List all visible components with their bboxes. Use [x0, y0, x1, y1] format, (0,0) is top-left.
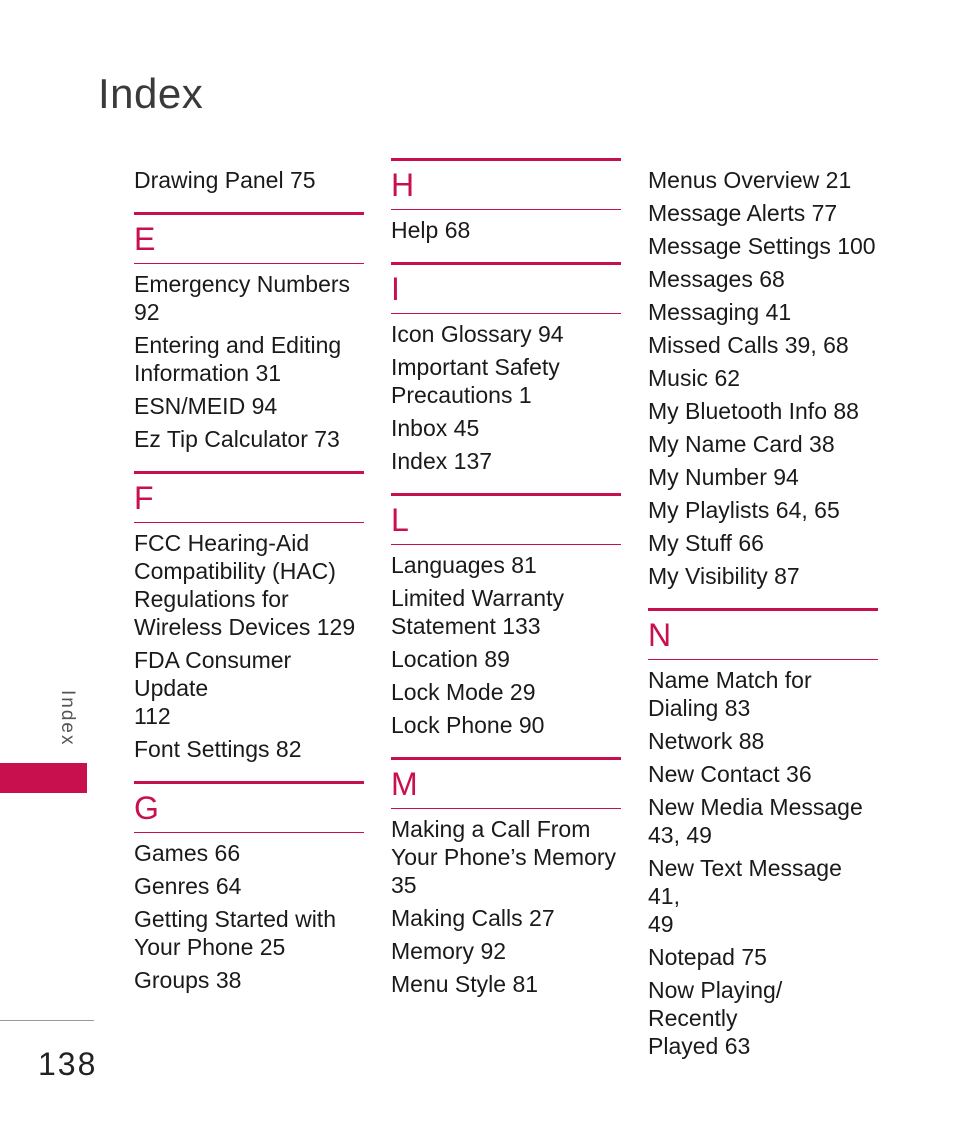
index-entry: Genres 64: [134, 873, 242, 899]
index-section: [134, 471, 364, 763]
index-section: [648, 166, 878, 590]
section-letter-block: [391, 757, 621, 809]
index-entry: Messages 68: [648, 266, 785, 292]
index-entry: Games 66: [134, 840, 241, 866]
index-entry: Emergency Numbers 92: [134, 271, 351, 325]
index-entry: Messaging 41: [648, 299, 792, 325]
index-entry: Help 68: [391, 217, 471, 243]
index-entry: My Stuff 66: [648, 530, 764, 556]
index-entry: Network 88: [648, 728, 765, 754]
index-entry: New Media Message 43, 49: [648, 794, 863, 848]
index-entry: My Name Card 38: [648, 431, 835, 457]
section-letter: I: [391, 271, 400, 307]
index-entry: Notepad 75: [648, 944, 767, 970]
index-entry: Lock Phone 90: [391, 712, 545, 738]
index-entry: Index 137: [391, 448, 493, 474]
index-entry: Location 89: [391, 646, 510, 672]
index-entry: Memory 92: [391, 938, 507, 964]
index-entry: My Visibility 87: [648, 563, 800, 589]
index-section: [391, 262, 621, 475]
index-section: [391, 493, 621, 739]
index-entry: FCC Hearing-Aid Compatibility (HAC) Regulations for Wireless Devices 129: [134, 530, 356, 640]
section-letter: G: [134, 790, 159, 826]
index-entry: Ez Tip Calculator 73: [134, 426, 340, 452]
index-entry: Making Calls 27: [391, 905, 555, 931]
section-letter: M: [391, 766, 418, 802]
index-entry: Now Playing/ Recently Played 63: [648, 977, 783, 1059]
index-section: [134, 781, 364, 994]
section-letter: H: [391, 167, 415, 203]
section-letter-block: [134, 212, 364, 264]
index-entry: Languages 81: [391, 552, 537, 578]
index-entry: Lock Mode 29: [391, 679, 536, 705]
index-entry: Message Alerts 77: [648, 200, 838, 226]
section-letter: E: [134, 221, 156, 257]
index-entry: ESN/MEID 94: [134, 393, 278, 419]
index-section: [648, 608, 878, 1060]
section-letter-block: [648, 608, 878, 660]
index-section: [391, 757, 621, 998]
page-number: 138: [38, 1046, 98, 1082]
index-entry: Inbox 45: [391, 415, 480, 441]
section-letter: F: [134, 480, 154, 516]
side-index-label: Index: [57, 690, 78, 747]
section-letter-block: [391, 493, 621, 545]
index-column-3: [648, 158, 878, 1065]
index-entry: New Text Message 41, 49: [648, 855, 842, 937]
index-entry: Menu Style 81: [391, 971, 539, 997]
section-letter: L: [391, 502, 409, 538]
section-letter-block: [134, 471, 364, 523]
section-letter-block: [134, 781, 364, 833]
index-entry: My Playlists 64, 65: [648, 497, 840, 523]
index-entry: Making a Call From Your Phone’s Memory 35: [391, 816, 617, 898]
index-entry: Missed Calls 39, 68: [648, 332, 849, 358]
section-letter-block: [391, 158, 621, 210]
index-entry: Name Match for Dialing 83: [648, 667, 812, 721]
index-column-2: [391, 158, 621, 1003]
index-entry: Drawing Panel 75: [134, 167, 316, 193]
footer-rule: [0, 1020, 94, 1021]
index-entry: Font Settings 82: [134, 736, 302, 762]
index-entry: My Number 94: [648, 464, 799, 490]
index-entry: Limited Warranty Statement 133: [391, 585, 564, 639]
index-entry: Music 62: [648, 365, 741, 391]
index-entry: Message Settings 100: [648, 233, 876, 259]
index-entry: Groups 38: [134, 967, 242, 993]
index-section: [391, 158, 621, 244]
index-entry: Entering and Editing Information 31: [134, 332, 342, 386]
section-letter-block: [391, 262, 621, 314]
index-column-1: [134, 158, 364, 999]
section-letter: N: [648, 617, 672, 653]
page-title: Index: [98, 70, 204, 117]
index-entry: New Contact 36: [648, 761, 812, 787]
index-entry: Icon Glossary 94: [391, 321, 564, 347]
index-entry: Menus Overview 21: [648, 167, 852, 193]
index-entry: My Bluetooth Info 88: [648, 398, 859, 424]
side-index-tab: [0, 763, 87, 793]
index-section: [134, 212, 364, 453]
index-entry: Important Safety Precautions 1: [391, 354, 560, 408]
index-entry: Getting Started with Your Phone 25: [134, 906, 336, 960]
index-entry: FDA Consumer Update 112: [134, 647, 292, 729]
index-section: [134, 166, 364, 194]
